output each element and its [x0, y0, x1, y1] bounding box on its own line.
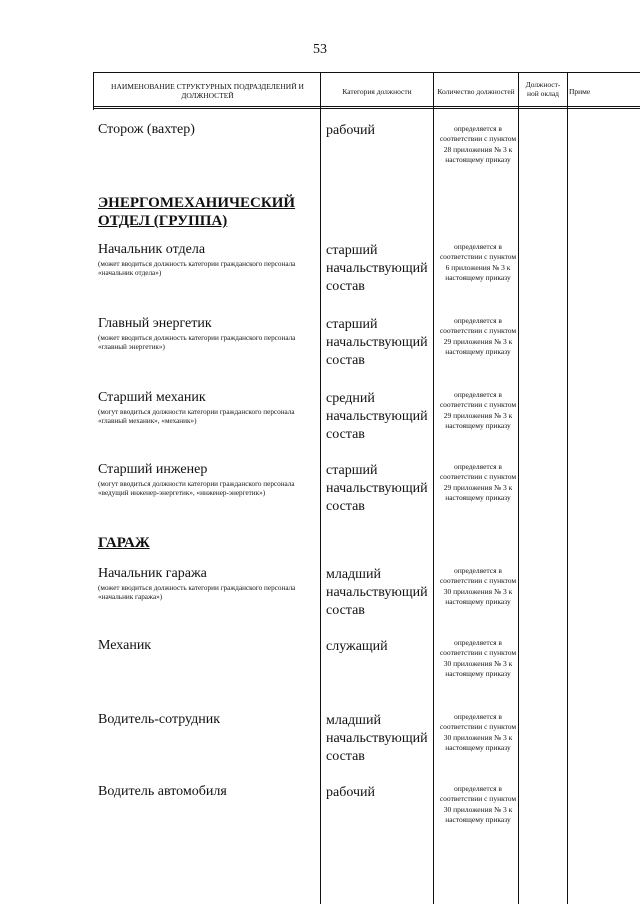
position-note: (может вводиться должность категории гражданского персонала «начальник отдела»)	[98, 260, 296, 277]
position-note: (могут вводиться должности категории гражданского персонала «ведущий инженер-энергетик», «инженер-энергетик»)	[98, 480, 295, 497]
position-title: Начальник отдела	[98, 242, 206, 257]
position-category: старший начальствующий состав	[326, 463, 428, 514]
position-note: (может вводиться должность категории гражданского персонала «начальник гаража»)	[98, 584, 296, 601]
position-title: Сторож (вахтер)	[98, 122, 195, 137]
position-title: Начальник гаража	[98, 566, 207, 581]
position-category: служащий	[326, 639, 388, 654]
position-quantity: определяется в соответствии с пунктом 29 приложения № 3 к настоящему приказу	[439, 390, 517, 431]
position-quantity: определяется в соответствии с пунктом 30 приложения № 3 к настоящему приказу	[439, 712, 517, 753]
header-bottom-border-2	[93, 108, 640, 109]
page-number: 53	[313, 42, 327, 57]
column-border-left	[93, 72, 94, 110]
position-quantity: определяется в соответствии с пунктом 30 приложения № 3 к настоящему приказу	[439, 638, 517, 679]
position-category: старший начальствующий состав	[326, 243, 428, 294]
position-title: Механик	[98, 638, 152, 653]
column-border-4	[567, 72, 568, 904]
header-salary: Должност-ной оклад	[525, 80, 561, 98]
position-title: Старший инженер	[98, 462, 208, 477]
header-name: НАИМЕНОВАНИЕ СТРУКТУРНЫХ ПОДРАЗДЕЛЕНИЙ И ДОЛЖНОСТЕЙ	[111, 82, 304, 100]
column-border-1	[320, 72, 321, 904]
position-category: старший начальствующий состав	[326, 317, 428, 368]
position-note: (могут вводиться должности категории гражданского персонала «главный механик», «механик»)	[98, 408, 295, 425]
section-heading: ГАРАЖ	[98, 535, 150, 551]
position-category: рабочий	[326, 785, 375, 800]
position-category: младший начальствующий состав	[326, 567, 428, 618]
header-category: Категория должности	[342, 86, 412, 96]
position-quantity: определяется в соответствии с пунктом 29 приложения № 3 к настоящему приказу	[439, 462, 517, 503]
position-quantity: определяется в соответствии с пунктом 29 приложения № 3 к настоящему приказу	[439, 316, 517, 357]
section-heading: ЭНЕРГОМЕХАНИЧЕСКИЙ ОТДЕЛ (ГРУППА)	[98, 195, 296, 229]
position-title: Главный энергетик	[98, 316, 212, 331]
header-quantity: Количество должностей	[437, 86, 515, 96]
position-quantity: определяется в соответствии с пунктом 30 приложения № 3 к настоящему приказу	[439, 784, 517, 825]
position-title: Водитель-сотрудник	[98, 712, 221, 727]
position-category: рабочий	[326, 123, 375, 138]
position-note: (может вводиться должность категории гражданского персонала «главный энергетик»)	[98, 334, 296, 351]
position-category: младший начальствующий состав	[326, 713, 428, 764]
position-title: Водитель автомобиля	[98, 784, 227, 799]
position-quantity: определяется в соответствии с пунктом 28 приложения № 3 к настоящему приказу	[439, 124, 517, 165]
header-note: Приме	[569, 86, 591, 96]
position-quantity: определяется в соответствии с пунктом 6 приложения № 3 к настоящему приказу	[439, 242, 517, 283]
column-border-3	[518, 72, 519, 904]
position-quantity: определяется в соответствии с пунктом 30 приложения № 3 к настоящему приказу	[439, 566, 517, 607]
position-category: средний начальствующий состав	[326, 391, 428, 442]
position-title: Старший механик	[98, 390, 206, 405]
